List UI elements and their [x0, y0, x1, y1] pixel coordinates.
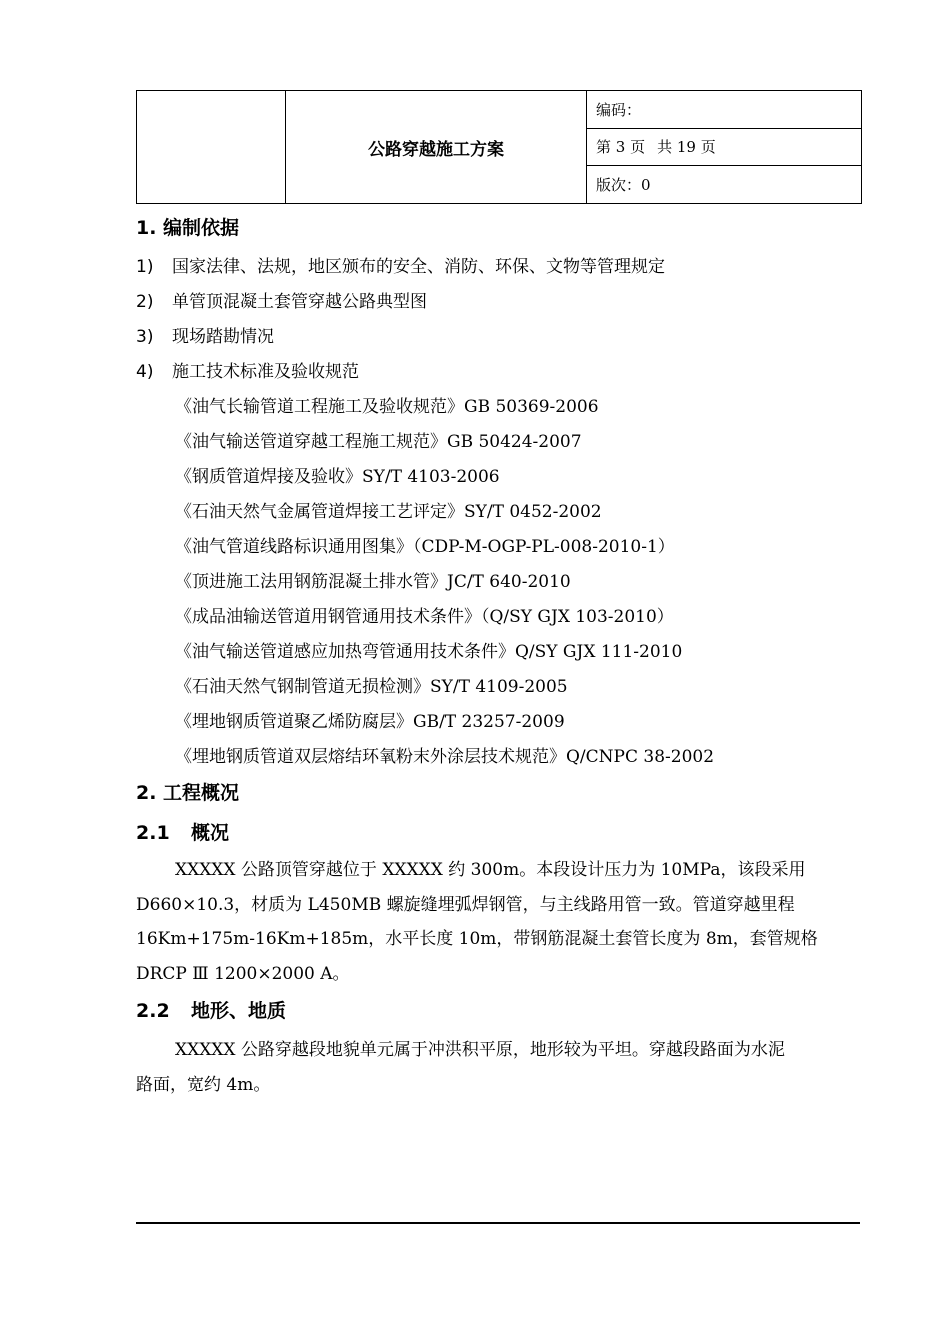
code-cell [587, 91, 862, 129]
subsection-title: 地形、地质 [191, 1000, 287, 1022]
paragraph-line: DRCP Ⅲ 1200×2000 A。 [136, 963, 350, 984]
paragraph-line: D660×10.3，材质为 L450MB 螺旋缝埋弧焊钢管，与主线路用管一致。管道穿越里程 [136, 894, 795, 915]
basis-item-text: 国家法律、法规，地区颁布的安全、消防、环保、文物等管理规定 [172, 257, 665, 277]
standard-item: 《埋地钢质管道聚乙烯防腐层》GB/T 23257-2009 [175, 712, 565, 732]
standard-item: 《石油天然气金属管道焊接工艺评定》SY/T 0452-2002 [175, 502, 602, 522]
subsection-2-2-heading [136, 999, 286, 1023]
document-title: 公路穿越施工方案 [286, 91, 587, 204]
overview-paragraph [136, 853, 860, 991]
basis-item-text: 单管顶混凝土套管穿越公路典型图 [172, 292, 427, 312]
standard-item: 《石油天然气钢制管道无损检测》SY/T 4109-2005 [175, 677, 568, 697]
subsection-title: 概况 [191, 822, 230, 844]
subsection-2-1-heading [136, 821, 229, 845]
basis-item [136, 326, 274, 348]
standard-item: 《成品油输送管道用钢管通用技术条件》（Q/SY GJX 103-2010） [175, 607, 674, 627]
standard-item: 《顶进施工法用钢筋混凝土排水管》JC/T 640-2010 [175, 572, 571, 592]
standard-item: 《钢质管道焊接及验收》SY/T 4103-2006 [175, 467, 500, 487]
section-2-heading: 2. 工程概况 [136, 782, 240, 804]
basis-item [136, 256, 665, 278]
standard-item: 《油气管道线路标识通用图集》（CDP-M-OGP-PL-008-2010-1） [175, 537, 675, 557]
standard-item: 《油气长输管道工程施工及验收规范》GB 50369-2006 [175, 397, 599, 417]
standard-item: 《油气输送管道穿越工程施工规范》GB 50424-2007 [175, 432, 582, 452]
subsection-number: 2.1 [136, 822, 170, 844]
subsection-number: 2.2 [136, 1000, 170, 1022]
basis-item-number: 3) [136, 327, 154, 347]
paragraph-line: 16Km+175m-16Km+185m，水平长度 10m，带钢筋混凝土套管长度为 8m，套管规格 [136, 929, 818, 949]
paragraph-line: 路面，宽约 4m。 [136, 1074, 271, 1095]
basis-item-text: 现场踏勘情况 [172, 327, 274, 347]
page-label: 第 3 页 [596, 138, 646, 157]
basis-item-number: 1) [136, 257, 154, 277]
basis-item [136, 291, 427, 313]
version-cell [587, 166, 862, 204]
basis-item-number: 4) [136, 362, 154, 382]
paragraph-line: XXXXX 公路穿越段地貌单元属于冲洪积平原，地形较为平坦。穿越段路面为水泥 [175, 1040, 785, 1060]
footer-rule [136, 1222, 860, 1224]
header-table [136, 90, 862, 204]
paragraph-line: XXXXX 公路顶管穿越位于 XXXXX 约 300m。本段设计压力为 10MPa，该段采用 [175, 860, 806, 880]
code-label: 编码： [596, 100, 642, 119]
basis-item-text: 施工技术标准及验收规范 [172, 362, 359, 382]
terrain-paragraph [136, 1033, 860, 1102]
section-1-heading: 1. 编制依据 [136, 217, 240, 239]
standard-item: 《埋地钢质管道双层熔结环氧粉末外涂层技术规范》Q/CNPC 38-2002 [175, 747, 715, 767]
version-label: 版次：0 [596, 176, 651, 195]
standard-item: 《油气输送管道感应加热弯管通用技术条件》Q/SY GJX 111-2010 [175, 642, 683, 662]
basis-item [136, 361, 359, 383]
basis-item-number: 2) [136, 292, 154, 312]
total-pages-label: 共 19 页 [657, 138, 716, 157]
page-cell [587, 128, 862, 166]
logo-cell [137, 91, 286, 204]
